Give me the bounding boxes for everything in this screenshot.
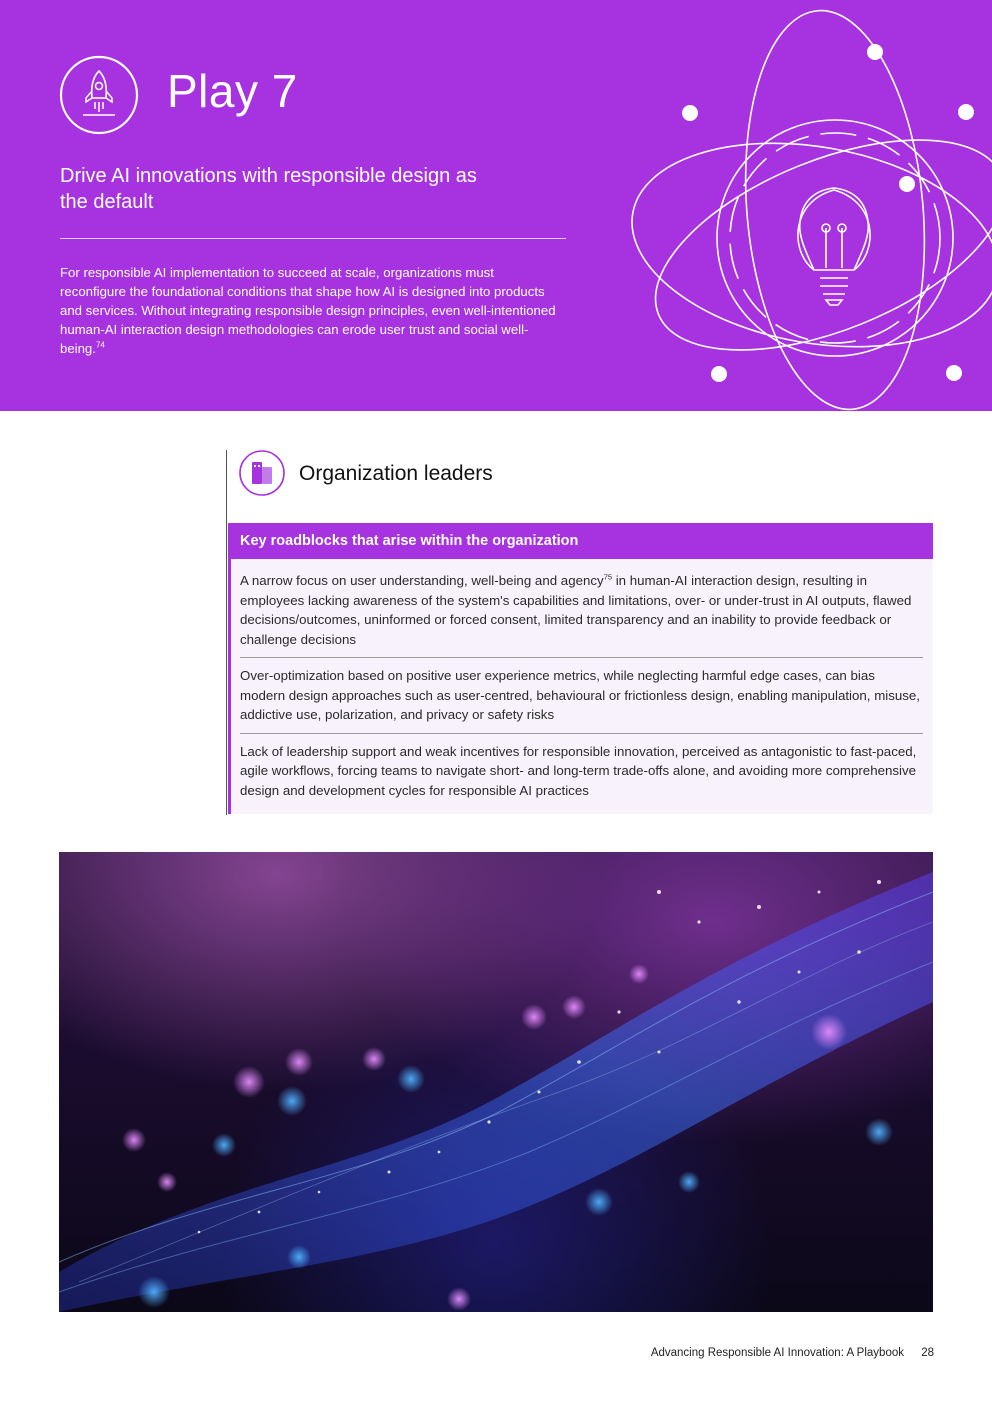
- roadblocks-header: Key roadblocks that arise within the organization: [228, 523, 933, 559]
- atom-lightbulb-icon: [630, 0, 992, 411]
- footer-title: Advancing Responsible AI Innovation:: [650, 1347, 844, 1359]
- divider: [60, 238, 566, 239]
- play-subtitle: Drive AI innovations with responsible design as the default: [60, 165, 477, 213]
- list-item: [240, 733, 923, 809]
- roadblock-text: A narrow focus on user understanding, well-being and agency: [240, 573, 604, 588]
- roadblock-text: Over-optimization based on positive user experience metrics, while neglecting harmful edge cases, can bias modern design approaches such as user-centred, behavioural or frictionless design, enabling manipulation, misuse, addictive use, polarization, and privacy or safety risks: [240, 668, 921, 722]
- buildings-icon: [239, 450, 285, 496]
- list-item: [240, 657, 923, 733]
- play-title: Play 7: [167, 65, 298, 117]
- section-title: Organization leaders: [299, 462, 493, 485]
- footnote-marker: 74: [95, 340, 105, 350]
- network-wave-photo: [59, 852, 933, 1312]
- roadblocks-panel: [228, 523, 933, 814]
- list-item: [240, 567, 923, 657]
- intro-text: For responsible AI implementation to succeed at scale, organizations must reconfigure the foundational conditions that shape how AI is designed into products and services. Without integrating responsible design principles, even well-intentioned human-AI interaction design methodologies can erode user trust and social well-being.: [60, 265, 556, 356]
- organization-leaders-section: [226, 450, 933, 815]
- rocket-icon: [59, 55, 139, 135]
- page-footer: [651, 1347, 934, 1359]
- hero-banner: [0, 0, 992, 411]
- roadblocks-list: [228, 559, 933, 814]
- footnote-marker: 75: [603, 572, 613, 582]
- intro-paragraph: [60, 263, 560, 358]
- roadblock-text-cont: in human-AI interaction design, resulting in employees lacking awareness of the system's capabilities and limitations, over- or under-trust in AI outputs, flawed decisions/outcomes, uninformed or forced consent, limited transparency and an inability to provide feedback or challenge decisions: [240, 573, 912, 647]
- roadblock-text: Lack of leadership support and weak incentives for responsible innovation, perceived as antagonistic to fast-paced, agile workflows, forcing teams to navigate short- and long-term trade-offs alone, and avoiding more comprehensive design and development cycles for responsible AI practices: [240, 743, 917, 798]
- footer-title-rest: A Playbook: [843, 1347, 904, 1359]
- page-number: 28: [921, 1347, 934, 1359]
